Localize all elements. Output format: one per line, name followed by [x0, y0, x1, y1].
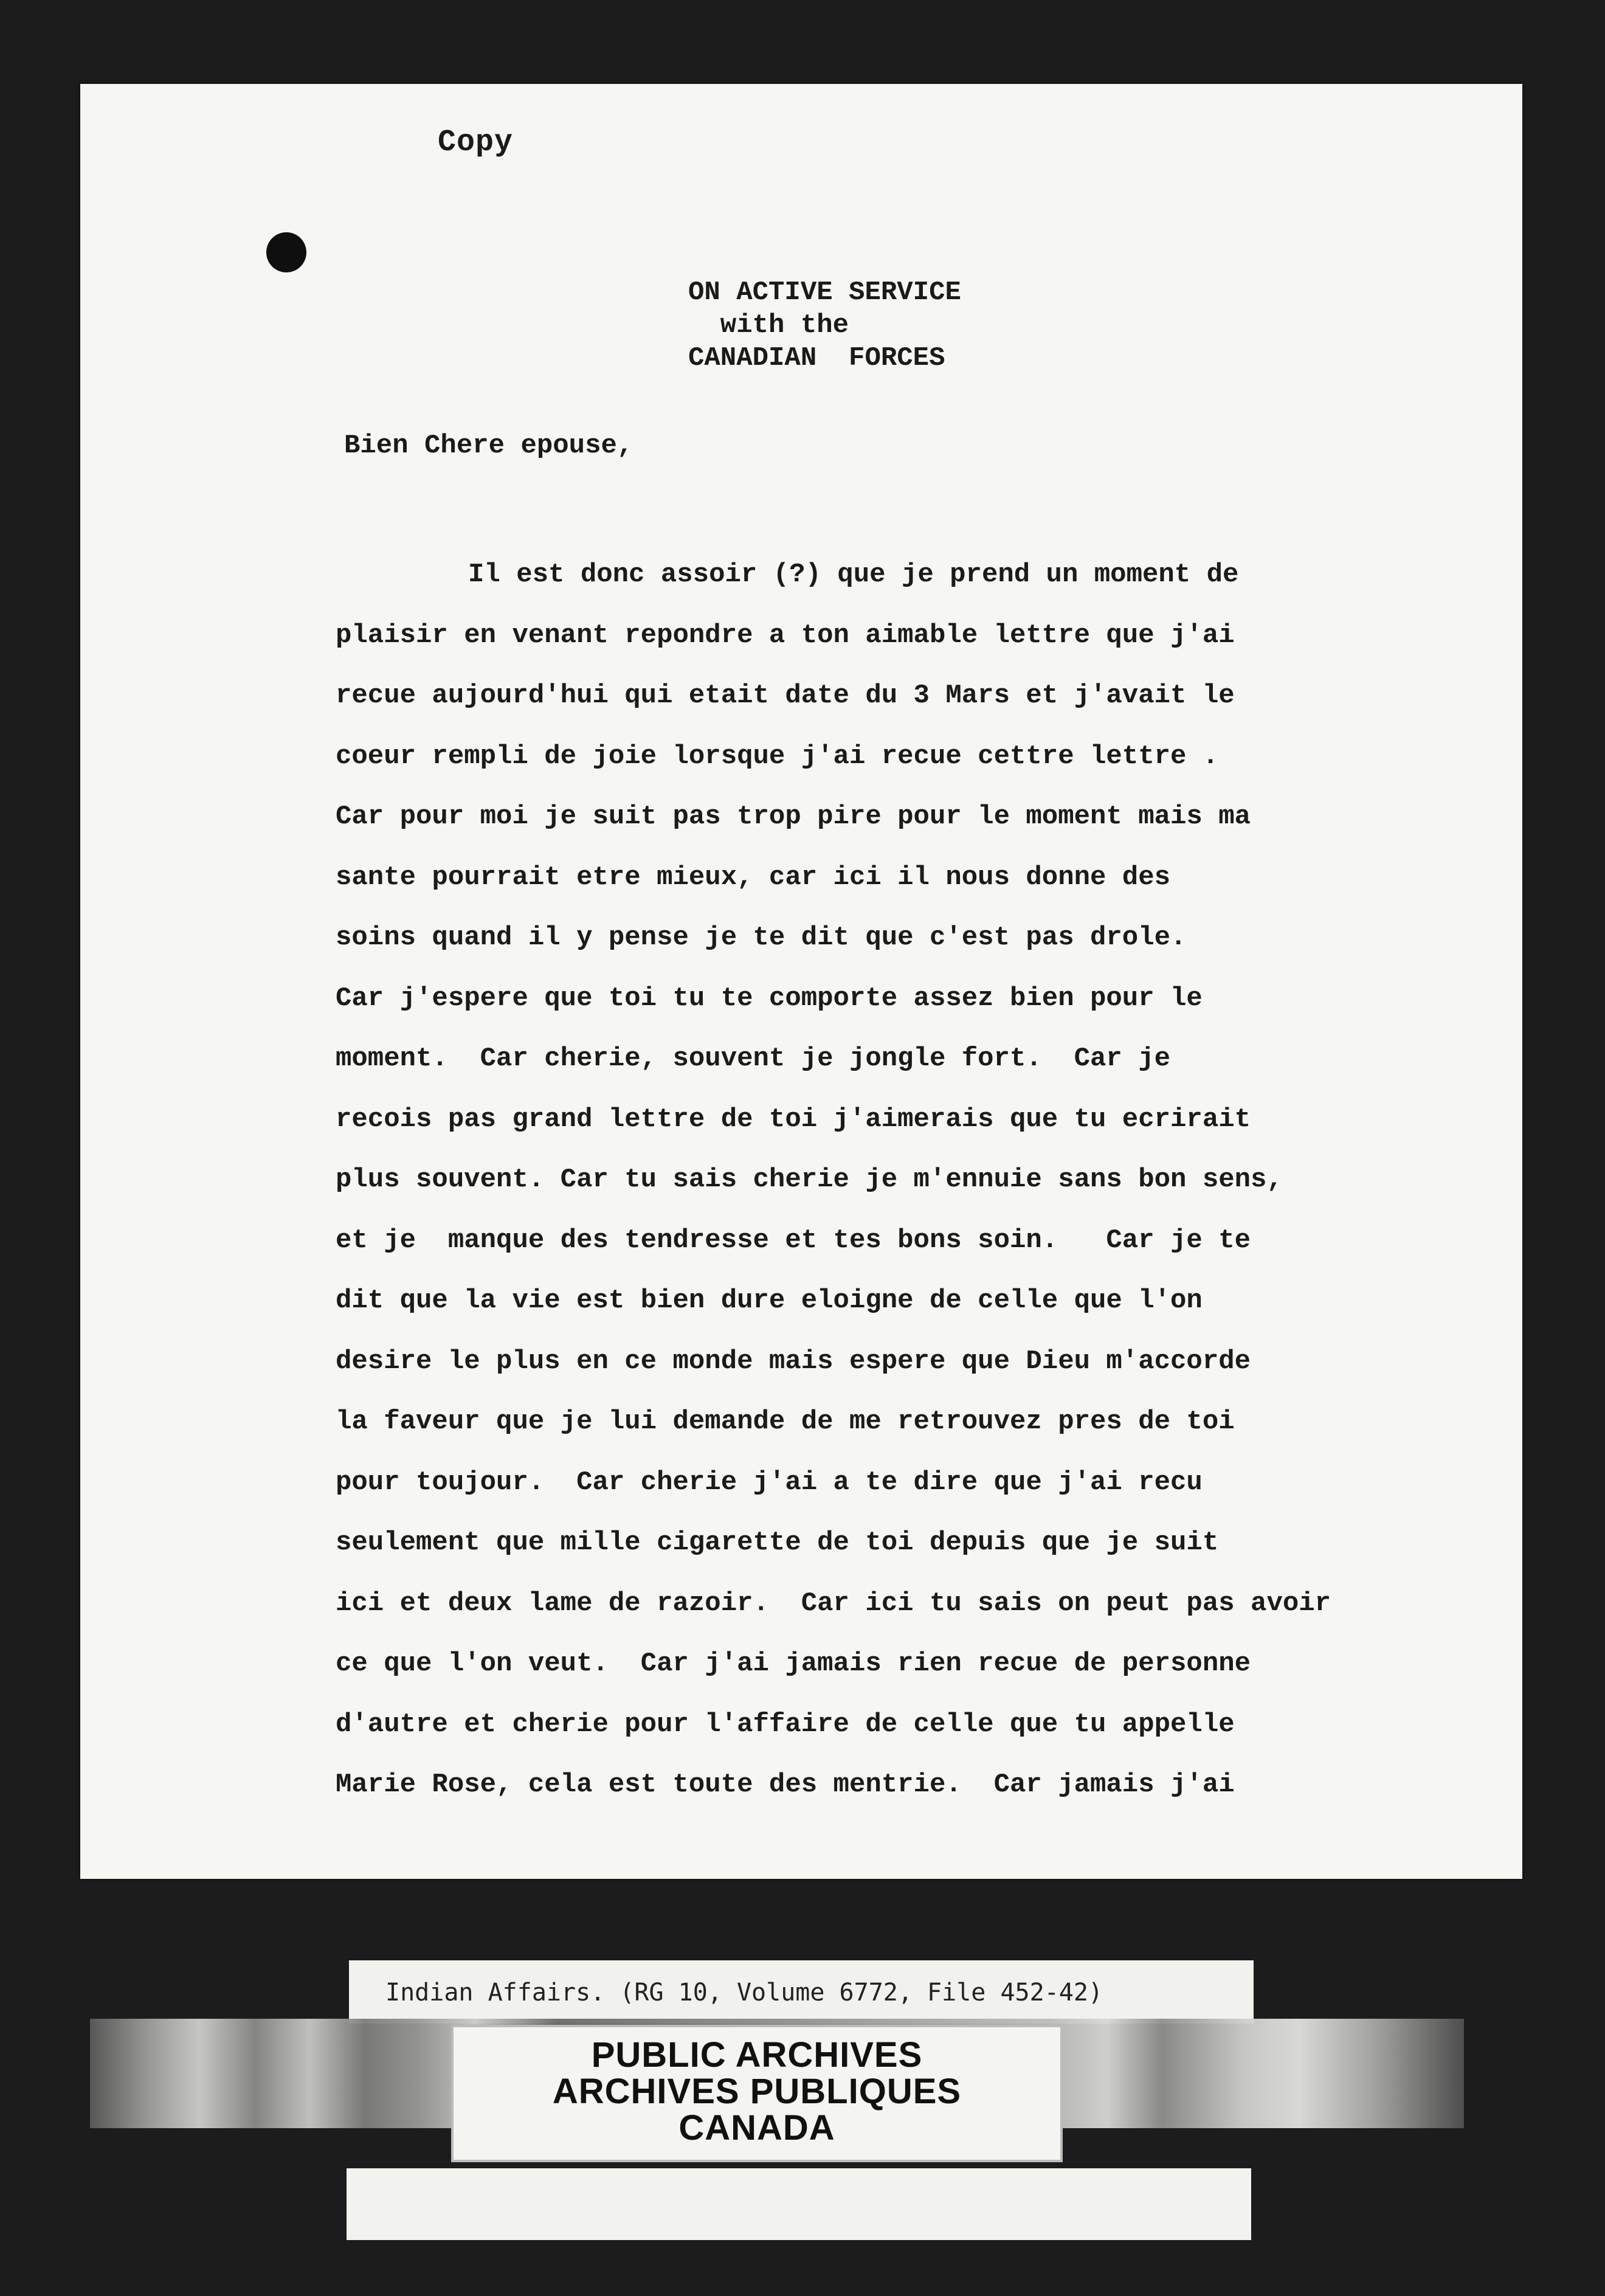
- body-line: recois pas grand lettre de toi j'aimerais que tu ecrirait: [336, 1104, 1251, 1135]
- body-line: Il est donc assoir (?) que je prend un moment de: [468, 559, 1239, 590]
- salutation: Bien Chere epouse,: [344, 431, 633, 461]
- copy-label: Copy: [438, 125, 514, 160]
- body-line: Car pour moi je suit pas trop pire pour le moment mais ma: [336, 801, 1251, 832]
- body-line: Marie Rose, cela est toute des mentrie. Car jamais j'ai: [336, 1769, 1235, 1800]
- body-line: d'autre et cherie pour l'affaire de celle que tu appelle: [336, 1709, 1235, 1740]
- body-line: sante pourrait etre mieux, car ici il nous donne des: [336, 862, 1171, 893]
- body-line: coeur rempli de joie lorsque j'ai recue cettre lettre .: [336, 741, 1219, 772]
- body-line: seulement que mille cigarette de toi depuis que je suit: [336, 1527, 1219, 1558]
- letterhead: [688, 276, 1114, 375]
- body-line: dit que la vie est bien dure eloigne de celle que l'on: [336, 1285, 1203, 1316]
- letter-page: [80, 84, 1522, 1879]
- letterhead-line: with the: [688, 310, 849, 341]
- blank-label: [347, 2168, 1251, 2240]
- body-line: la faveur que je lui demande de me retrouvez pres de toi: [336, 1406, 1235, 1437]
- letterhead-line: CANADIAN FORCES: [688, 343, 945, 373]
- punch-hole: [266, 232, 306, 272]
- body-line: desire le plus en ce monde mais espere que Dieu m'accorde: [336, 1346, 1251, 1377]
- citation-text: Indian Affairs. (RG 10, Volume 6772, File 452-42): [385, 1979, 1103, 2007]
- body-line: moment. Car cherie, souvent je jongle fort. Car je: [336, 1043, 1171, 1074]
- body-line: ici et deux lame de razoir. Car ici tu sais on peut pas avoir: [336, 1588, 1331, 1619]
- stamp-line: CANADA: [678, 2108, 835, 2148]
- body-line: et je manque des tendresse et tes bons soin. Car je te: [336, 1225, 1251, 1256]
- stamp-line: PUBLIC ARCHIVES: [591, 2035, 923, 2075]
- body-line: plus souvent. Car tu sais cherie je m'ennuie sans bon sens,: [336, 1164, 1283, 1195]
- body-line: ce que l'on veut. Car j'ai jamais rien recue de personne: [336, 1648, 1251, 1679]
- archives-stamp: [451, 2025, 1063, 2162]
- letter-body: [336, 545, 1527, 1816]
- body-line: pour toujour. Car cherie j'ai a te dire que j'ai recu: [336, 1467, 1203, 1498]
- stamp-line: ARCHIVES PUBLIQUES: [552, 2072, 962, 2111]
- citation-label: [349, 1960, 1254, 2024]
- letterhead-line: ON ACTIVE SERVICE: [688, 277, 961, 308]
- body-line: plaisir en venant repondre a ton aimable lettre que j'ai: [336, 620, 1235, 651]
- body-line: Car j'espere que toi tu te comporte assez bien pour le: [336, 983, 1203, 1014]
- body-line: soins quand il y pense je te dit que c'est pas drole.: [336, 922, 1187, 953]
- body-line: recue aujourd'hui qui etait date du 3 Mars et j'avait le: [336, 680, 1235, 711]
